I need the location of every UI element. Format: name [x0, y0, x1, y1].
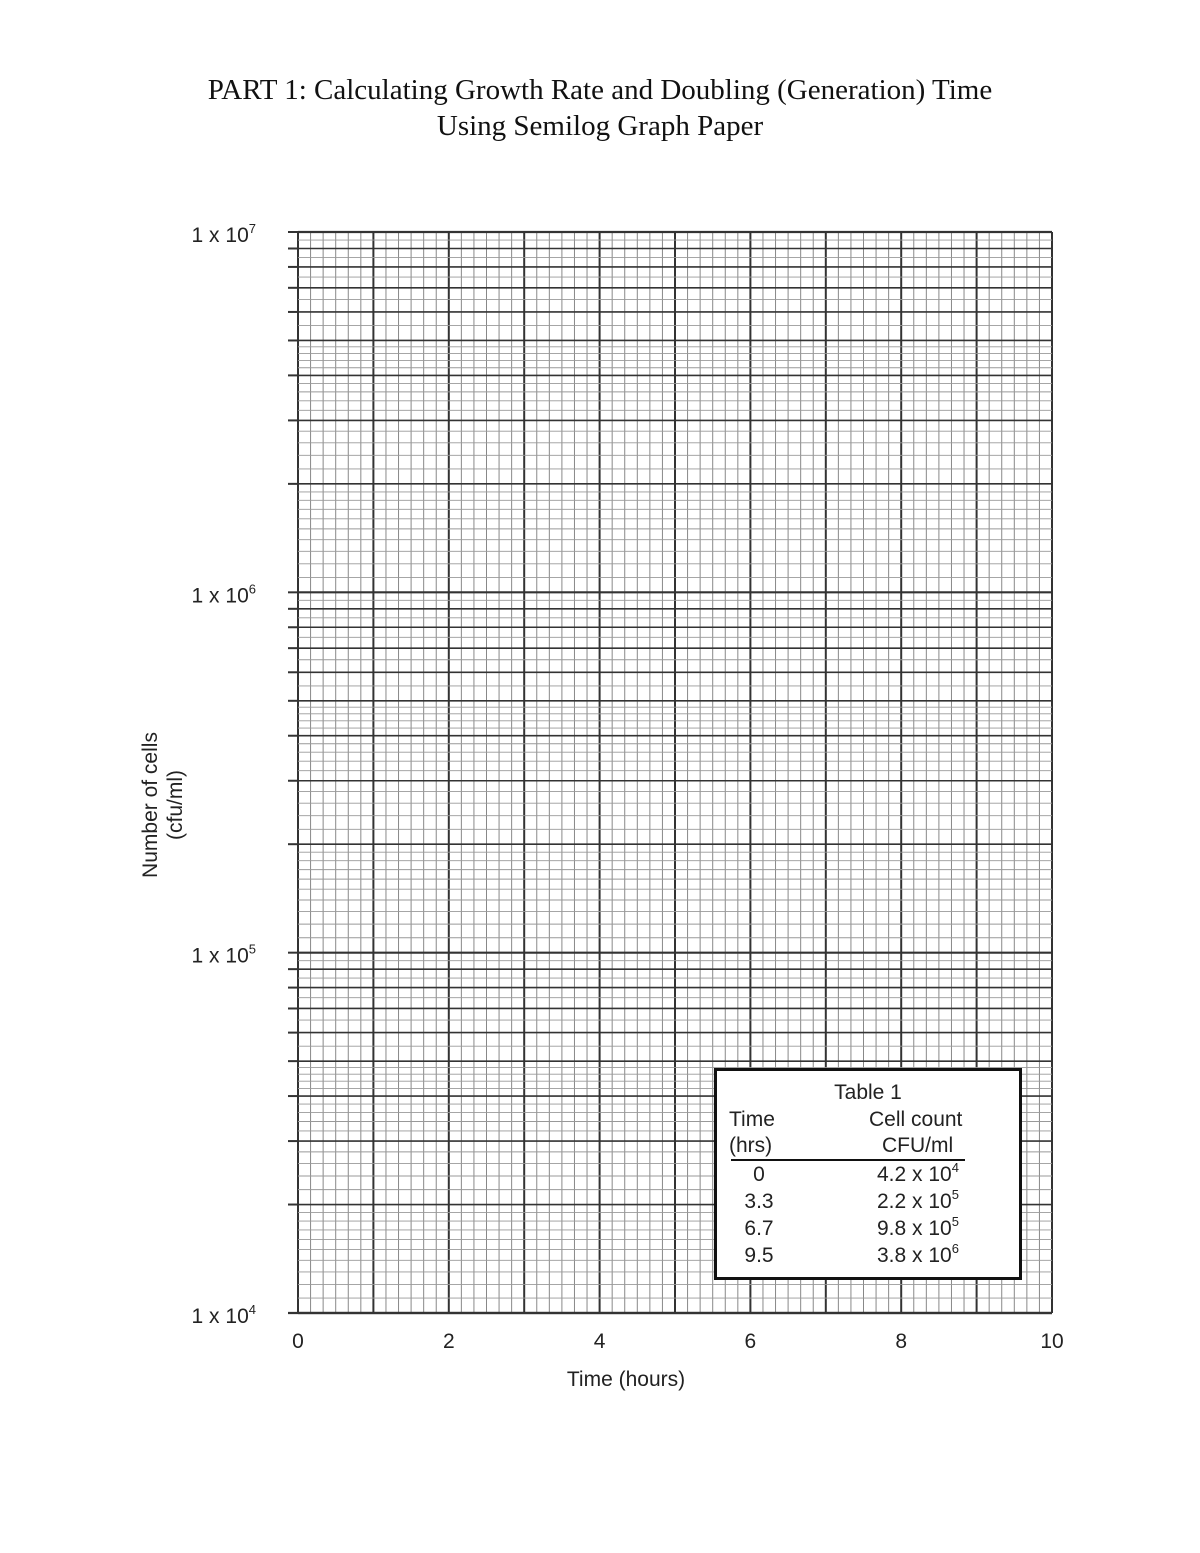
- y-tick-label: 1 x $10^4$: [191, 1302, 256, 1328]
- y-tick-label: 1 x $10^5$: [191, 941, 256, 968]
- table-title: Table 1: [834, 1081, 902, 1104]
- page-title-line2: Using Semilog Graph Paper: [436, 110, 764, 142]
- table-cell-time: 9.5: [744, 1244, 774, 1267]
- x-tick-label: 8: [895, 1330, 908, 1353]
- table-cell-time: 6.7: [744, 1217, 774, 1240]
- x-axis-title: Time (hours): [566, 1368, 686, 1391]
- col1-header-line1: Time: [729, 1108, 775, 1131]
- col2-header-line2: CFU/ml: [882, 1134, 954, 1157]
- y-tick-label: 1 x $10^7$: [191, 221, 256, 247]
- table-cell-time: 0: [753, 1163, 765, 1186]
- x-tick-label: 0: [292, 1330, 304, 1353]
- x-tick-label: 10: [1040, 1330, 1064, 1353]
- x-tick-label: 4: [593, 1330, 606, 1353]
- table-cell-count: 3.8 x $10^6$: [877, 1241, 959, 1267]
- col2-header-line1: Cell count: [869, 1108, 963, 1131]
- data-table: [714, 1068, 1022, 1280]
- table-cell-time: 3.3: [744, 1190, 774, 1213]
- y-axis-title-line2: (cfu/ml): [164, 770, 187, 840]
- y-tick-label: 1 x $10^6$: [191, 581, 256, 608]
- header-rule: [731, 1159, 965, 1161]
- col1-header-line2: (hrs): [729, 1134, 773, 1157]
- table-cell-count: 9.8 x $10^5$: [877, 1214, 959, 1240]
- table-cell-count: 4.2 x $10^4$: [877, 1160, 959, 1186]
- table-cell-count: 2.2 x $10^5$: [877, 1187, 959, 1213]
- page-title-line1: PART 1: Calculating Growth Rate and Doubling (Generation) Time: [207, 74, 993, 106]
- x-tick-label: 2: [442, 1330, 455, 1353]
- y-axis-title-line1: Number of cells: [139, 732, 162, 878]
- x-tick-label: 6: [744, 1330, 757, 1353]
